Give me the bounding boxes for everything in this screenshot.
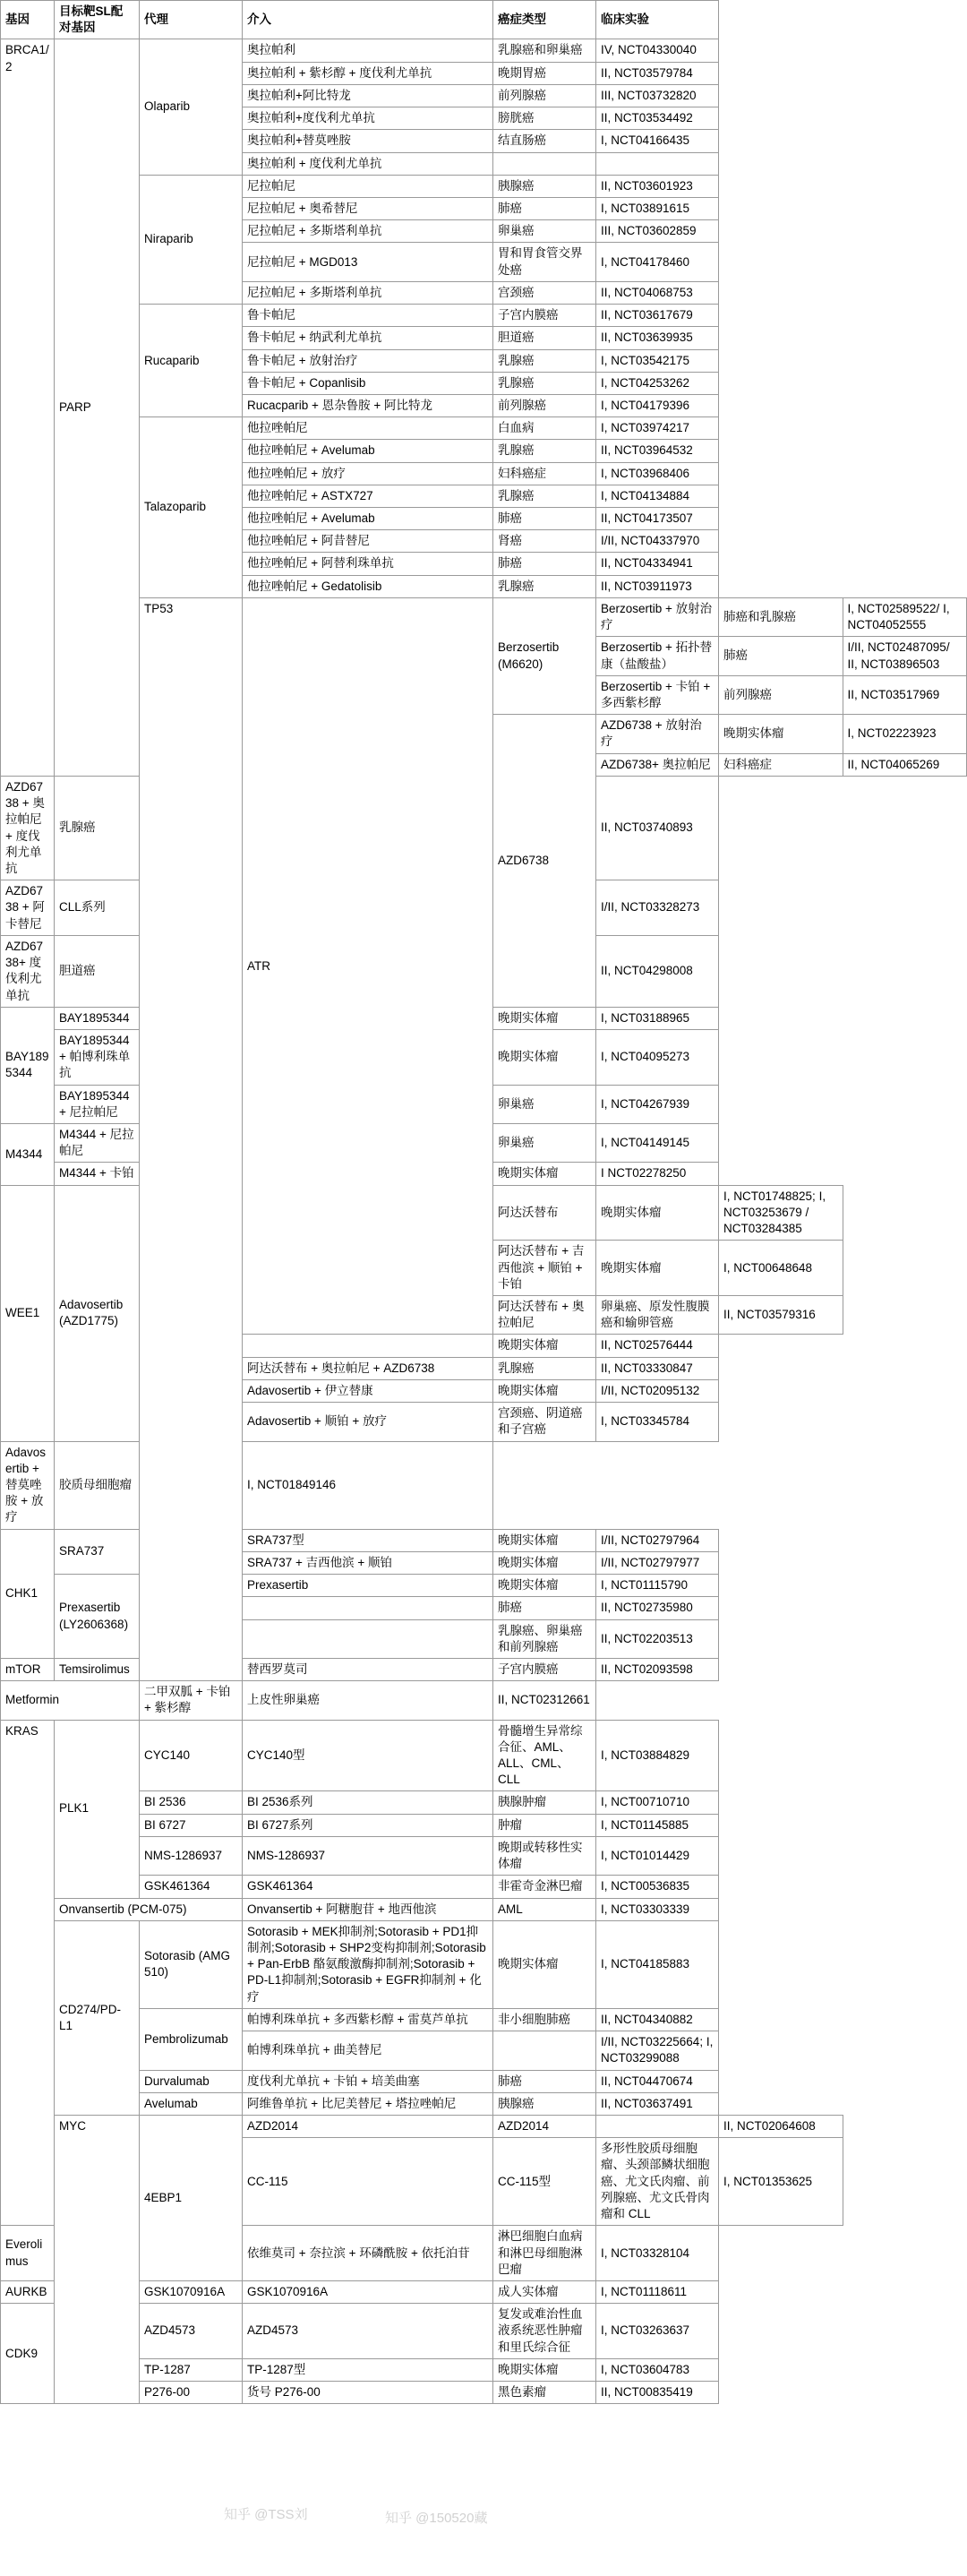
cell-intervention: BAY1895344 + 尼拉帕尼 <box>55 1085 140 1123</box>
cell-target-gene: CD274/PD-L1 <box>55 1920 140 2115</box>
cell-agent: Adavosertib (AZD1775) <box>55 1185 140 1441</box>
cell-cancer-type: 肺癌 <box>493 2070 596 2092</box>
cell-cancer-type: 晚期实体瘤 <box>493 1007 596 1029</box>
table-row <box>1 39 967 62</box>
cell-cancer-type: 肺癌 <box>493 197 596 219</box>
header-target: 目标靶SL配对基因 <box>55 1 140 39</box>
cell-clinical-trial: I, NCT02223923 <box>843 715 967 753</box>
cell-cancer-type: 非小细胞肺癌 <box>493 2008 596 2031</box>
cell-cancer-type: 胰腺癌 <box>493 2092 596 2115</box>
cell-cancer-type <box>493 2031 596 2070</box>
cell-agent: Temsirolimus <box>55 1658 140 1680</box>
cell-agent: M4344 <box>1 1124 55 1186</box>
cell-cancer-type: 肾癌 <box>493 530 596 553</box>
table-row <box>1 1720 967 1791</box>
table-row <box>1 1791 967 1814</box>
cell-clinical-trial: II, NCT03639935 <box>596 327 719 349</box>
cell-clinical-trial: I, NCT01145885 <box>596 1814 719 1836</box>
cell-intervention: Rucacparib + 恩杂鲁胺 + 阿比特龙 <box>243 394 493 416</box>
cell-agent: Durvalumab <box>140 2070 243 2092</box>
cell-intervention: 他拉唑帕尼 + ASTX727 <box>243 485 493 507</box>
cell-clinical-trial: II, NCT03617679 <box>596 305 719 327</box>
cell-agent: Pembrolizumab <box>140 2008 243 2070</box>
cell-cancer-type: 晚期实体瘤 <box>493 2358 596 2381</box>
header-cancer-type: 癌症类型 <box>493 1 596 39</box>
cell-cancer-type: 肿瘤 <box>493 1814 596 1836</box>
cell-intervention: 奥拉帕利+度伐利尤单抗 <box>243 107 493 130</box>
cell-intervention: 他拉唑帕尼 + Avelumab <box>243 440 493 462</box>
table-row <box>1 1876 967 1898</box>
cell-clinical-trial: II, NCT03517969 <box>843 675 967 714</box>
cell-intervention: AZD2014 <box>493 2115 596 2137</box>
cell-cancer-type: 胰腺肿瘤 <box>493 1791 596 1814</box>
watermark-text: 知乎 @150520藏 <box>385 2511 488 2526</box>
cell-intervention: Berzosertib + 卡铂 + 多西紫杉醇 <box>596 675 719 714</box>
cell-clinical-trial: II, NCT00835419 <box>596 2382 719 2404</box>
table-row <box>1 1836 967 1875</box>
cell-cancer-type: 前列腺癌 <box>493 394 596 416</box>
cell-clinical-trial: IV, NCT04330040 <box>596 39 719 62</box>
table-row <box>1 1814 967 1836</box>
cell-gene: BRCA1/2 <box>1 39 55 776</box>
cell-cancer-type: 胃和胃食管交界处癌 <box>493 243 596 281</box>
cell-agent: GSK461364 <box>140 1876 243 1898</box>
cell-intervention: 他拉唑帕尼 <box>243 417 493 440</box>
cell-cancer-type: AML <box>493 1898 596 1920</box>
cell-cancer-type: 肺癌 <box>493 508 596 530</box>
cell-clinical-trial <box>596 152 719 175</box>
cell-intervention <box>243 1597 493 1619</box>
cell-clinical-trial: I, NCT00648648 <box>719 1241 843 1296</box>
cell-intervention: Berzosertib + 拓扑替康（盐酸盐） <box>596 637 719 675</box>
cell-cancer-type: 胆道癌 <box>55 935 140 1007</box>
cell-cancer-type: 乳腺癌 <box>55 776 140 880</box>
cell-clinical-trial: II, NCT02093598 <box>596 1658 719 1680</box>
cell-clinical-trial: I/II, NCT02797977 <box>596 1551 719 1574</box>
cell-target-gene: ATR <box>243 597 493 1335</box>
cell-intervention: Onvansertib + 阿糖胞苷 + 地西他滨 <box>243 1898 493 1920</box>
cell-intervention: M4344 + 卡铂 <box>55 1163 140 1185</box>
cell-intervention: 尼拉帕尼 <box>243 175 493 197</box>
cell-intervention: 尼拉帕尼 + 多斯塔利单抗 <box>243 281 493 304</box>
cell-intervention: CC-115型 <box>493 2138 596 2226</box>
cell-intervention: M4344 + 尼拉帕尼 <box>55 1124 140 1163</box>
cell-cancer-type: 胰腺癌 <box>493 175 596 197</box>
cell-cancer-type: 晚期实体瘤 <box>596 1241 719 1296</box>
header-gene: 基因 <box>1 1 55 39</box>
cell-intervention: Adavosertib + 替莫唑胺 + 放疗 <box>1 1441 55 1529</box>
cell-intervention: 鲁卡帕尼 + 纳武利尤单抗 <box>243 327 493 349</box>
cell-clinical-trial: II, NCT03740893 <box>596 776 719 880</box>
cell-agent: AZD4573 <box>140 2304 243 2359</box>
cell-agent: BI 2536 <box>140 1791 243 1814</box>
cell-cancer-type: 妇科癌症 <box>719 753 843 776</box>
cell-clinical-trial: II, NCT04470674 <box>596 2070 719 2092</box>
cell-intervention <box>243 1619 493 1658</box>
cell-cancer-type: 乳腺癌、卵巢癌和前列腺癌 <box>493 1619 596 1658</box>
cell-intervention: 度伐利尤单抗 + 卡铂 + 培美曲塞 <box>243 2070 493 2092</box>
cell-intervention: Sotorasib + MEK抑制剂;Sotorasib + PD1抑制剂;Sotorasib + SHP2变构抑制剂;Sotorasib + Pan-ErbB 酪氨酸激酶抑制剂;Sotorasib + PD-L1抑制剂;Sotorasib + EGFR抑制剂 + 化疗 <box>243 1920 493 2008</box>
cell-cancer-type: 乳腺癌 <box>493 575 596 597</box>
header-clinical-trial: 临床实验 <box>596 1 719 39</box>
cell-target-gene: WEE1 <box>1 1185 55 1441</box>
cell-clinical-trial: II, NCT04340882 <box>596 2008 719 2031</box>
cell-clinical-trial: I, NCT00710710 <box>596 1791 719 1814</box>
cell-cancer-type <box>493 152 596 175</box>
cell-cancer-type: 上皮性卵巢癌 <box>243 1681 493 1720</box>
cell-cancer-type: 晚期实体瘤 <box>493 1335 596 1357</box>
cell-clinical-trial: I, NCT03891615 <box>596 197 719 219</box>
cell-intervention: Berzosertib + 放射治疗 <box>596 597 719 636</box>
cell-clinical-trial: I, NCT02589522/ I, NCT04052555 <box>843 597 967 636</box>
cell-agent: BAY1895344 <box>1 1007 55 1123</box>
cell-clinical-trial: II, NCT02064608 <box>719 2115 843 2137</box>
cell-cancer-type: 肺癌和乳腺癌 <box>719 597 843 636</box>
cell-clinical-trial: II, NCT02735980 <box>596 1597 719 1619</box>
cell-agent: Olaparib <box>140 39 243 175</box>
cell-cancer-type: 乳腺癌 <box>493 440 596 462</box>
cell-intervention: AZD6738 + 放射治疗 <box>596 715 719 753</box>
cell-target-gene: Onvansertib (PCM-075) <box>55 1898 243 1920</box>
cell-intervention: SRA737 + 吉西他滨 + 顺铂 <box>243 1551 493 1574</box>
cell-intervention: 他拉唑帕尼 + 阿替利珠单抗 <box>243 553 493 575</box>
cell-clinical-trial: I, NCT04185883 <box>596 1920 719 2008</box>
cell-cancer-type: 骨髓增生异常综合征、AML、ALL、CML、CLL <box>493 1720 596 1791</box>
cell-clinical-trial: I, NCT01849146 <box>243 1441 493 1529</box>
cell-cancer-type: CLL系列 <box>55 880 140 936</box>
cell-clinical-trial: I, NCT04095273 <box>596 1029 719 1085</box>
cell-target-gene: Metformin <box>1 1681 140 1720</box>
cell-target-gene: PLK1 <box>55 1720 140 1898</box>
cell-cancer-type: 膀胱癌 <box>493 107 596 130</box>
table-row <box>1 1681 967 1720</box>
cell-cancer-type: 胆道癌 <box>493 327 596 349</box>
table-row <box>1 2358 967 2381</box>
table-row <box>1 2304 967 2359</box>
cell-agent: P276-00 <box>140 2382 243 2404</box>
cell-agent: SRA737 <box>55 1529 140 1574</box>
cell-clinical-trial: II, NCT03637491 <box>596 2092 719 2115</box>
cell-cancer-type: 晚期或转移性实体瘤 <box>493 1836 596 1875</box>
cell-intervention: 阿达沃替布 <box>493 1185 596 1241</box>
table-row <box>1 2070 967 2092</box>
cell-intervention: Adavosertib + 伊立替康 <box>243 1379 493 1402</box>
cell-cancer-type: 妇科癌症 <box>493 462 596 485</box>
cell-agent: Talazoparib <box>140 417 243 598</box>
cell-cancer-type <box>596 2115 719 2137</box>
cell-target-gene: mTOR <box>1 1658 55 1680</box>
cell-intervention: 替西罗莫司 <box>243 1658 493 1680</box>
cell-clinical-trial: II, NCT03601923 <box>596 175 719 197</box>
cell-intervention: 阿达沃替布 + 吉西他滨 + 顺铂 + 卡铂 <box>493 1241 596 1296</box>
table-row <box>1 305 967 327</box>
cell-agent: Niraparib <box>140 175 243 304</box>
cell-intervention: 他拉唑帕尼 + Gedatolisib <box>243 575 493 597</box>
cell-target-gene: AURKB <box>1 2280 55 2303</box>
cell-intervention: 他拉唑帕尼 + Avelumab <box>243 508 493 530</box>
cell-intervention: AZD6738 + 奥拉帕尼 + 度伐利尤单抗 <box>1 776 55 880</box>
cell-intervention: 阿维鲁单抗 + 比尼美替尼 + 塔拉唑帕尼 <box>243 2092 493 2115</box>
cell-clinical-trial: I/II, NCT04337970 <box>596 530 719 553</box>
cell-intervention: TP-1287型 <box>243 2358 493 2381</box>
cell-intervention: 他拉唑帕尼 + 放疗 <box>243 462 493 485</box>
cell-clinical-trial: I NCT02278250 <box>596 1163 719 1185</box>
cell-clinical-trial: I, NCT03328104 <box>596 2226 719 2281</box>
cell-cancer-type: 晚期实体瘤 <box>493 1529 596 1551</box>
cell-cancer-type: 肺癌 <box>493 553 596 575</box>
cell-clinical-trial: I/II, NCT03328273 <box>596 880 719 936</box>
cell-cancer-type: 淋巴细胞白血病和淋巴母细胞淋巴瘤 <box>493 2226 596 2281</box>
cell-intervention: 他拉唑帕尼 + 阿昔替尼 <box>243 530 493 553</box>
cell-cancer-type: 复发或难治性血液系统恶性肿瘤和里氏综合征 <box>493 2304 596 2359</box>
cell-intervention: BAY1895344 + 帕博利珠单抗 <box>55 1029 140 1085</box>
cell-intervention: Prexasertib <box>243 1575 493 1597</box>
cell-clinical-trial: I, NCT03263637 <box>596 2304 719 2359</box>
cell-cancer-type: 晚期实体瘤 <box>596 1185 719 1241</box>
cell-clinical-trial: II, NCT02576444 <box>596 1335 719 1357</box>
table-row <box>1 2382 967 2404</box>
cell-cancer-type: 黑色素瘤 <box>493 2382 596 2404</box>
table-row <box>1 417 967 440</box>
cell-cancer-type: 晚期胃癌 <box>493 62 596 84</box>
cell-cancer-type: 乳腺癌和卵巢癌 <box>493 39 596 62</box>
cell-clinical-trial: II, NCT03964532 <box>596 440 719 462</box>
cell-cancer-type: 子宫内膜癌 <box>493 305 596 327</box>
header-agent: 代理 <box>140 1 243 39</box>
cell-agent: AZD2014 <box>243 2115 493 2137</box>
table-row <box>1 2115 967 2137</box>
cell-agent: Prexasertib (LY2606368) <box>55 1575 140 1659</box>
cell-clinical-trial: I, NCT01748825; I, NCT03253679 / NCT03284385 <box>719 1185 843 1241</box>
cell-clinical-trial: I, NCT03968406 <box>596 462 719 485</box>
cell-agent: GSK1070916A <box>140 2280 243 2303</box>
cell-agent: Berzosertib (M6620) <box>493 597 596 714</box>
cell-intervention: 鲁卡帕尼 + 放射治疗 <box>243 349 493 372</box>
cell-cancer-type: 子宫内膜癌 <box>493 1658 596 1680</box>
cell-clinical-trial: II, NCT04334941 <box>596 553 719 575</box>
cell-intervention: AZD6738+ 度伐利尤单抗 <box>1 935 55 1007</box>
table-body <box>1 39 967 2404</box>
cell-cancer-type: 宫颈癌、阴道癌和子宫癌 <box>493 1403 596 1441</box>
cell-clinical-trial: I, NCT04166435 <box>596 130 719 152</box>
cell-cancer-type: 多形性胶质母细胞瘤、头颈部鳞状细胞癌、尤文氏肉瘤、前列腺癌、尤文氏骨肉瘤和 CLL <box>596 2138 719 2226</box>
cell-clinical-trial: II, NCT04298008 <box>596 935 719 1007</box>
cell-cancer-type: 晚期实体瘤 <box>493 1551 596 1574</box>
cell-intervention: 帕博利珠单抗 + 多西紫杉醇 + 雷莫芦单抗 <box>243 2008 493 2031</box>
cell-cancer-type: 结直肠癌 <box>493 130 596 152</box>
cell-clinical-trial: III, NCT03732820 <box>596 84 719 107</box>
cell-cancer-type: 肺癌 <box>719 637 843 675</box>
cell-cancer-type: 乳腺癌 <box>493 1357 596 1379</box>
cell-intervention: AZD6738 + 阿卡替尼 <box>1 880 55 936</box>
cell-agent: Everolimus <box>1 2226 55 2281</box>
cell-agent: AZD6738 <box>493 715 596 1008</box>
cell-intervention: CYC140型 <box>243 1720 493 1791</box>
cell-cancer-type: 卵巢癌 <box>493 1085 596 1123</box>
cell-cancer-type: 晚期实体瘤 <box>493 1575 596 1597</box>
cell-clinical-trial: I, NCT01118611 <box>596 2280 719 2303</box>
cell-clinical-trial: II, NCT03534492 <box>596 107 719 130</box>
cell-agent: TP-1287 <box>140 2358 243 2381</box>
cell-gene: KRAS <box>1 1720 55 2226</box>
cell-cancer-type: 卵巢癌 <box>493 1124 596 1163</box>
cell-clinical-trial: I, NCT03604783 <box>596 2358 719 2381</box>
cell-target-gene: CHK1 <box>1 1529 55 1658</box>
cell-clinical-trial: I, NCT04179396 <box>596 394 719 416</box>
cell-intervention: 货号 P276-00 <box>243 2382 493 2404</box>
cell-cancer-type: 前列腺癌 <box>493 84 596 107</box>
table-row <box>1 597 967 636</box>
header-intervention: 介入 <box>243 1 493 39</box>
cell-cancer-type: 胶质母细胞瘤 <box>55 1441 140 1529</box>
cell-clinical-trial: I, NCT04149145 <box>596 1124 719 1163</box>
cell-clinical-trial: I/II, NCT02487095/ II, NCT03896503 <box>843 637 967 675</box>
cell-intervention: 奥拉帕利 + 度伐利尤单抗 <box>243 152 493 175</box>
cell-intervention: 帕博利珠单抗 + 曲美替尼 <box>243 2031 493 2070</box>
cell-gene: TP53 <box>140 597 243 1680</box>
cell-clinical-trial: I, NCT04178460 <box>596 243 719 281</box>
cell-cancer-type: 白血病 <box>493 417 596 440</box>
cell-intervention: BAY1895344 <box>55 1007 140 1029</box>
cell-intervention: 奥拉帕利 + 紫杉醇 + 度伐利尤单抗 <box>243 62 493 84</box>
cell-clinical-trial: I, NCT03345784 <box>596 1403 719 1441</box>
cell-cancer-type: 卵巢癌 <box>493 220 596 243</box>
cell-clinical-trial: II, NCT03579784 <box>596 62 719 84</box>
table-row <box>1 1920 967 2008</box>
table-header-row <box>1 1 967 39</box>
cell-clinical-trial: I, NCT04134884 <box>596 485 719 507</box>
cell-cancer-type: 晚期实体瘤 <box>493 1163 596 1185</box>
cell-intervention: 尼拉帕尼 + MGD013 <box>243 243 493 281</box>
cell-agent: CYC140 <box>140 1720 243 1791</box>
cell-intervention: GSK461364 <box>243 1876 493 1898</box>
cell-cancer-type: 晚期实体瘤 <box>719 715 843 753</box>
cell-intervention: 鲁卡帕尼 + Copanlisib <box>243 372 493 394</box>
cell-cancer-type: 非霍奇金淋巴瘤 <box>493 1876 596 1898</box>
cell-clinical-trial: I, NCT03884829 <box>596 1720 719 1791</box>
cell-cancer-type: 晚期实体瘤 <box>493 1920 596 2008</box>
cell-agent: Sotorasib (AMG 510) <box>140 1920 243 2008</box>
cell-agent: BI 6727 <box>140 1814 243 1836</box>
cell-clinical-trial: II, NCT02312661 <box>493 1681 596 1720</box>
cell-intervention: AZD4573 <box>243 2304 493 2359</box>
cell-clinical-trial: I, NCT03188965 <box>596 1007 719 1029</box>
cell-clinical-trial: I/II, NCT02797964 <box>596 1529 719 1551</box>
table-row <box>1 2008 967 2031</box>
cell-intervention: BI 6727系列 <box>243 1814 493 1836</box>
cell-intervention: 阿达沃替布 + 奥拉帕尼 <box>493 1296 596 1335</box>
cell-intervention: NMS-1286937 <box>243 1836 493 1875</box>
cell-clinical-trial: I, NCT01353625 <box>719 2138 843 2226</box>
cell-intervention: 鲁卡帕尼 <box>243 305 493 327</box>
cell-cancer-type: 肺癌 <box>493 1597 596 1619</box>
watermark-text: 知乎 @TSS刘 <box>224 2507 308 2522</box>
cell-clinical-trial: II, NCT04068753 <box>596 281 719 304</box>
cell-intervention <box>243 1335 493 1357</box>
cell-cancer-type: 乳腺癌 <box>493 349 596 372</box>
cell-clinical-trial: I/II, NCT03225664; I, NCT03299088 <box>596 2031 719 2070</box>
cell-cancer-type: 成人实体瘤 <box>493 2280 596 2303</box>
cell-intervention: 阿达沃替布 + 奥拉帕尼 + AZD6738 <box>243 1357 493 1379</box>
cell-cancer-type: 卵巢癌、原发性腹膜癌和输卵管癌 <box>596 1296 719 1335</box>
cell-intervention: GSK1070916A <box>243 2280 493 2303</box>
cell-clinical-trial: I/II, NCT02095132 <box>596 1379 719 1402</box>
cell-cancer-type: 乳腺癌 <box>493 372 596 394</box>
cell-target-gene: CDK9 <box>1 2304 55 2404</box>
cell-agent: Rucaparib <box>140 305 243 417</box>
cell-clinical-trial: II, NCT03911973 <box>596 575 719 597</box>
cell-cancer-type: 前列腺癌 <box>719 675 843 714</box>
cell-clinical-trial: II, NCT03330847 <box>596 1357 719 1379</box>
cell-cancer-type: 乳腺癌 <box>493 485 596 507</box>
cell-clinical-trial: II, NCT04065269 <box>843 753 967 776</box>
cell-agent: Avelumab <box>140 2092 243 2115</box>
table-row <box>1 175 967 197</box>
cell-intervention: 奥拉帕利 <box>243 39 493 62</box>
cell-target-gene: 4EBP1 <box>140 2115 243 2280</box>
cell-intervention: 二甲双胍 + 卡铂 + 紫杉醇 <box>140 1681 243 1720</box>
cell-cancer-type: 晚期实体瘤 <box>493 1379 596 1402</box>
cell-intervention: SRA737型 <box>243 1529 493 1551</box>
cell-intervention: Adavosertib + 顺铂 + 放疗 <box>243 1403 493 1441</box>
cell-intervention: AZD6738+ 奥拉帕尼 <box>596 753 719 776</box>
cell-clinical-trial: I, NCT03303339 <box>596 1898 719 1920</box>
cell-clinical-trial: I, NCT01115790 <box>596 1575 719 1597</box>
cell-intervention: 奥拉帕利+替莫唑胺 <box>243 130 493 152</box>
cell-intervention: 奥拉帕利+阿比特龙 <box>243 84 493 107</box>
cell-clinical-trial: II, NCT03579316 <box>719 1296 843 1335</box>
cell-intervention: 尼拉帕尼 + 奥希替尼 <box>243 197 493 219</box>
cell-clinical-trial: II, NCT04173507 <box>596 508 719 530</box>
cell-cancer-type: 宫颈癌 <box>493 281 596 304</box>
cell-intervention: 依维莫司 + 奈拉滨 + 环磷酰胺 + 依托泊苷 <box>243 2226 493 2281</box>
cell-cancer-type: 晚期实体瘤 <box>493 1029 596 1085</box>
cell-target-gene: PARP <box>55 39 140 776</box>
cell-clinical-trial: I, NCT04267939 <box>596 1085 719 1123</box>
cell-gene: MYC <box>55 2115 140 2403</box>
table-row <box>1 1898 967 1920</box>
cell-intervention: BI 2536系列 <box>243 1791 493 1814</box>
cell-agent: CC-115 <box>243 2138 493 2226</box>
cell-clinical-trial: I, NCT03542175 <box>596 349 719 372</box>
cell-clinical-trial: II, NCT02203513 <box>596 1619 719 1658</box>
cell-clinical-trial: I, NCT01014429 <box>596 1836 719 1875</box>
cell-clinical-trial: I, NCT00536835 <box>596 1876 719 1898</box>
cell-clinical-trial: I, NCT03974217 <box>596 417 719 440</box>
cell-intervention: 尼拉帕尼 + 多斯塔利单抗 <box>243 220 493 243</box>
cell-agent: NMS-1286937 <box>140 1836 243 1875</box>
cell-clinical-trial: I, NCT04253262 <box>596 372 719 394</box>
table-row <box>1 2092 967 2115</box>
cell-clinical-trial: III, NCT03602859 <box>596 220 719 243</box>
table-row <box>1 2280 967 2303</box>
